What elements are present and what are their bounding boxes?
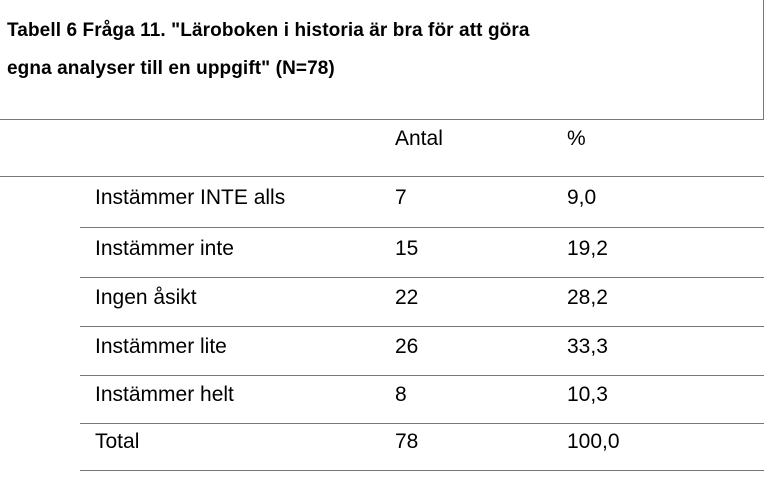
- row-antal: 7: [395, 186, 407, 209]
- column-header-antal: Antal: [395, 127, 443, 150]
- header-top-rule: [0, 119, 764, 120]
- row-divider: [80, 326, 764, 327]
- row-percent: 28,2: [567, 286, 608, 309]
- total-antal: 78: [395, 430, 419, 453]
- row-antal: 26: [395, 335, 419, 358]
- header-bottom-rule: [0, 176, 764, 177]
- row-percent: 9,0: [567, 186, 597, 209]
- table-bottom-rule: [80, 470, 764, 471]
- row-divider: [80, 375, 764, 376]
- row-antal: 8: [395, 383, 407, 406]
- table-caption: [7, 12, 759, 88]
- row-label: Instämmer lite: [95, 335, 227, 358]
- caption-line-1: Tabell 6 Fråga 11. "Läroboken i historia är bra för att göra: [7, 20, 530, 41]
- row-percent: 10,3: [567, 383, 608, 406]
- caption-right-border: [763, 0, 764, 120]
- total-percent: 100,0: [567, 430, 620, 453]
- row-antal: 15: [395, 237, 419, 260]
- row-label: Instämmer INTE alls: [95, 186, 286, 209]
- row-percent: 33,3: [567, 335, 608, 358]
- row-label: Instämmer helt: [95, 383, 234, 406]
- row-divider: [80, 277, 764, 278]
- row-antal: 22: [395, 286, 419, 309]
- row-label: Instämmer inte: [95, 237, 234, 260]
- caption-line-2: egna analyser till en uppgift" (N=78): [7, 58, 335, 79]
- row-percent: 19,2: [567, 237, 608, 260]
- row-divider: [80, 423, 764, 424]
- column-header-percent: %: [567, 127, 586, 150]
- row-label: Ingen åsikt: [95, 286, 197, 309]
- row-divider: [80, 227, 764, 228]
- total-label: Total: [95, 430, 140, 453]
